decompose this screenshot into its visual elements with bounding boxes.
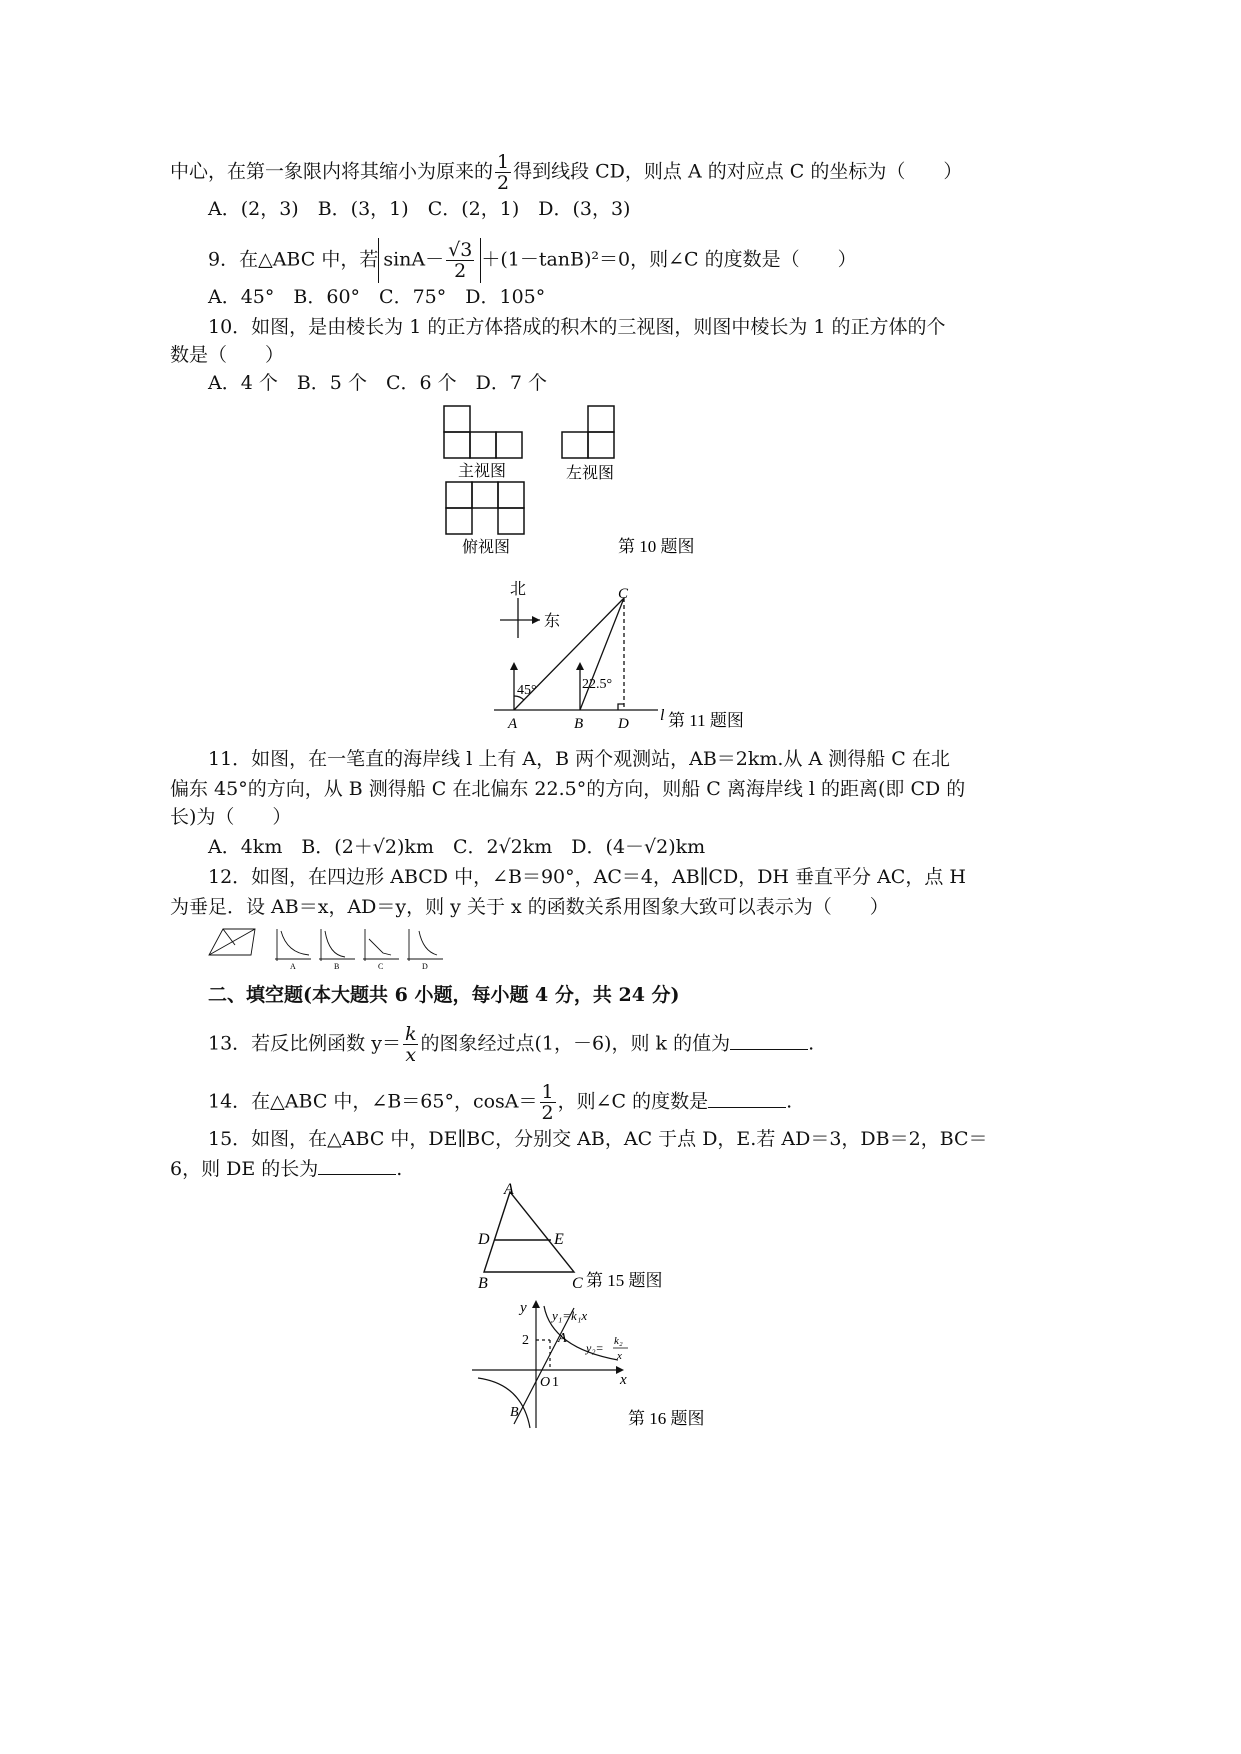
- x-axis-label: x: [620, 1372, 627, 1388]
- q13-frac-den: x: [405, 1044, 417, 1066]
- q9-frac-den: 2: [454, 260, 467, 282]
- y1-formula-label: y₁=k₁x: [552, 1308, 588, 1323]
- front-view-cell: [444, 406, 470, 432]
- q15-answer-blank[interactable]: [318, 1156, 396, 1175]
- front-view-cell: [496, 432, 522, 458]
- q9-text-pre: 9．在△ABC 中，若: [208, 248, 379, 271]
- graph-c-curve: [369, 939, 391, 955]
- q9-line: [208, 238, 857, 283]
- q14-frac-den: 2: [541, 1102, 554, 1124]
- q13-text-pre: 13．若反比例函数 y＝: [208, 1032, 401, 1055]
- q13-end: .: [808, 1032, 815, 1055]
- q10-line1: 10．如图，是由棱长为 1 的正方体搭成的积木的三视图，则图中棱长为 1 的正方体的个: [208, 316, 946, 338]
- q15-text-pre: 6，则 DE 的长为: [170, 1158, 319, 1180]
- fig15-point-e: E: [554, 1231, 564, 1248]
- top-view-cell: [446, 508, 472, 534]
- left-view-cell: [562, 432, 588, 458]
- q16-figure-caption: 第 16 题图: [628, 1409, 705, 1428]
- q9-absolute-value: [378, 238, 481, 283]
- y2-formula-label: y₂=: [586, 1341, 604, 1355]
- fig15-point-a: A: [504, 1181, 514, 1198]
- q9-abs-text: sinA－: [383, 248, 445, 271]
- q12-line2: 为垂足．设 AB＝x，AD＝y，则 y 关于 x 的函数关系用图象大致可以表示为（ ）: [170, 896, 889, 918]
- tick-2-label: 2: [522, 1333, 529, 1348]
- q15-line1: 15．如图，在△ABC 中，DE∥BC，分别交 AB，AC 于点 D，E.若 AD＝3，DB＝2，BC＝: [208, 1128, 988, 1150]
- point-b-label: B: [510, 1405, 519, 1420]
- q9-fraction: [446, 240, 474, 281]
- point-b-label: B: [574, 716, 584, 732]
- q12-figures: [205, 925, 455, 971]
- top-view-label: 俯视图: [462, 539, 511, 556]
- q15-figure: [470, 1180, 710, 1290]
- q8-text-pre: 中心，在第一象限内将其缩小为原来的: [170, 160, 494, 183]
- q14-end: .: [786, 1090, 793, 1113]
- graph-a-curve: [281, 931, 309, 955]
- q11-line3: 长)为（ ）: [170, 806, 292, 828]
- q14-line: [208, 1082, 792, 1123]
- line-l-label: l: [660, 707, 665, 724]
- q10-three-views-figure: [430, 400, 740, 570]
- q11-line1: 11．如图，在一笔直的海岸线 l 上有 A，B 两个观测站，AB＝2km.从 A 测得船 C 在北: [208, 748, 950, 770]
- y-axis-arrowhead: [532, 1300, 540, 1308]
- q8-options: A．(2，3) B．(3，1) C．(2，1) D．(3，3): [208, 198, 631, 220]
- angle-22-5-label: 22.5°: [582, 677, 613, 692]
- fig15-point-b: B: [478, 1275, 488, 1290]
- front-view-cell: [470, 432, 496, 458]
- q8-fraction: [495, 152, 511, 193]
- graph-a-label: A: [290, 962, 296, 971]
- q9-options: A．45° B．60° C．75° D．105°: [208, 286, 546, 308]
- fig15-point-d: D: [478, 1231, 490, 1248]
- graph-b-curve: [325, 931, 345, 957]
- y2-formula-den: x: [617, 1350, 622, 1362]
- y2-formula-num: k₂: [614, 1335, 623, 1347]
- point-d-label: D: [618, 716, 629, 732]
- q10-line2: 数是（ ）: [170, 344, 285, 366]
- q15-line2: [170, 1156, 402, 1182]
- q11-figure-caption: 第 11 题图: [668, 711, 744, 730]
- front-view-cell: [444, 432, 470, 458]
- graph-d-label: D: [422, 962, 428, 971]
- top-view-cell: [498, 482, 524, 508]
- q14-answer-blank[interactable]: [708, 1089, 786, 1108]
- fig15-point-c: C: [572, 1275, 583, 1290]
- top-view-cell: [498, 508, 524, 534]
- q11-figure: [490, 576, 770, 736]
- north-arrowhead-b: [576, 662, 584, 670]
- q15-figure-caption: 第 15 题图: [586, 1271, 663, 1290]
- q15-end: .: [396, 1158, 403, 1180]
- graph-c-label: C: [378, 962, 384, 971]
- q14-text-pre: 14．在△ABC 中，∠B＝65°，cosA＝: [208, 1090, 538, 1113]
- graph-b-label: B: [334, 962, 340, 971]
- point-a-label: A: [508, 716, 518, 732]
- q12-line1: 12．如图，在四边形 ABCD 中，∠B＝90°，AC＝4，AB∥CD，DH 垂直平分 AC，点 H: [208, 866, 966, 888]
- tick-1-label: 1: [552, 1375, 559, 1390]
- q13-fraction: [403, 1024, 419, 1065]
- section-2-title: 二、填空题(本大题共 6 小题，每小题 4 分，共 24 分): [208, 984, 680, 1006]
- left-view-cell: [588, 432, 614, 458]
- q13-frac-num: k: [404, 1023, 417, 1045]
- line-dh: [223, 929, 235, 945]
- q13-line: [208, 1024, 814, 1065]
- q13-answer-blank[interactable]: [730, 1031, 808, 1050]
- y-axis-label: y: [520, 1300, 527, 1316]
- north-label: 北: [510, 581, 527, 598]
- top-view-cell: [446, 482, 472, 508]
- east-arrowhead: [532, 616, 540, 624]
- left-view-label: 左视图: [566, 465, 615, 482]
- front-view-label: 主视图: [458, 463, 507, 480]
- line-bc: [580, 598, 624, 710]
- left-view-cell: [588, 406, 614, 432]
- hyperbola-branch-2: [478, 1378, 530, 1428]
- q8-frac-num: 1: [497, 151, 510, 173]
- q14-text-post: ，则∠C 的度数是: [557, 1090, 709, 1113]
- q8-line1: [170, 152, 962, 193]
- q8-frac-den: 2: [497, 172, 510, 194]
- q14-frac-num: 1: [541, 1081, 554, 1103]
- q11-line2: 偏东 45°的方向，从 B 测得船 C 在北偏东 22.5°的方向，则船 C 离海岸线 l 的距离(即 CD 的: [170, 778, 966, 800]
- right-angle-mark: [618, 704, 624, 710]
- q14-fraction: [540, 1082, 556, 1123]
- q10-figure-caption: 第 10 题图: [618, 537, 695, 556]
- q9-text-post: ＋(1－tanB)²＝0，则∠C 的度数是（ ）: [481, 248, 857, 271]
- q8-text-post: 得到线段 CD，则点 A 的对应点 C 的坐标为（ ）: [513, 160, 963, 183]
- top-view-cell: [472, 482, 498, 508]
- origin-label: O: [540, 1375, 551, 1390]
- q11-options: A．4km B．(2＋√2)km C．2√2km D．(4－√2)km: [208, 836, 706, 858]
- q9-frac-num: √3: [448, 239, 473, 261]
- point-c-label: C: [618, 586, 629, 602]
- q10-options: A．4 个 B．5 个 C．6 个 D．7 个: [208, 372, 547, 394]
- angle-45-label: 45°: [517, 683, 537, 698]
- north-arrowhead-a: [510, 662, 518, 670]
- point-a-label: A: [558, 1331, 567, 1346]
- q13-text-post: 的图象经过点(1，－6)，则 k 的值为: [420, 1032, 731, 1055]
- q16-figure: [470, 1298, 730, 1432]
- east-label: 东: [544, 613, 561, 630]
- graph-d-curve: [419, 931, 437, 955]
